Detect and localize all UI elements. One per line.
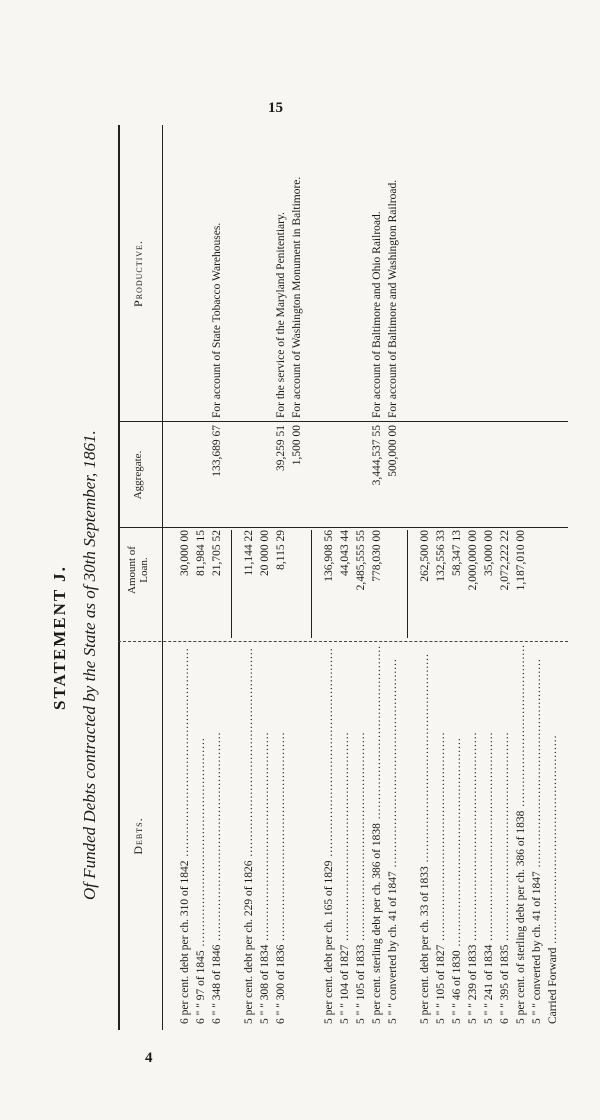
cell-productive xyxy=(258,128,272,418)
cell-debt: 5 " " 239 of 1833 ..... xyxy=(466,644,480,1024)
cell-debt: 6 per cent. debt per ch. 310 of 1842 ..... xyxy=(178,644,192,1024)
cell-productive xyxy=(530,128,544,418)
cell-productive xyxy=(514,128,528,418)
cell-debt: 5 per cent. debt per ch. 229 of 1826 ..... xyxy=(242,644,256,1024)
rotated-table-stage xyxy=(50,120,570,1030)
statement-title: STATEMENT J. xyxy=(50,565,69,710)
cell-productive xyxy=(498,128,512,418)
cell-amount: 35,000 00 xyxy=(483,530,495,576)
cell-aggregate: 39,259 51 xyxy=(275,425,287,471)
cell-productive xyxy=(450,128,464,418)
cell-amount: 30,000 00 xyxy=(179,530,191,576)
cell-productive xyxy=(466,128,480,418)
cell-aggregate xyxy=(466,425,480,525)
page-number-top: 15 xyxy=(268,100,283,116)
header-amount: Amount of Loan. xyxy=(126,546,150,594)
cell-debt: 5 " " converted by ch. 41 of 1847 ..... xyxy=(530,644,544,1024)
cell-amount: 58,347 13 xyxy=(451,530,463,576)
cell-aggregate xyxy=(450,425,464,525)
cell-productive xyxy=(434,128,448,418)
group-separator xyxy=(407,530,408,638)
cell-aggregate: 500,000 00 xyxy=(387,425,399,477)
cell-amount: 2,000,000 00 xyxy=(467,530,479,591)
header-debts: Debts. xyxy=(131,817,145,855)
cell-productive xyxy=(178,128,192,418)
cell-productive: For account of Baltimore and Washington Railroad. xyxy=(387,179,399,418)
cell-productive xyxy=(354,128,368,418)
cell-aggregate xyxy=(258,425,272,525)
header-bottom-rule xyxy=(162,125,163,1030)
cell-aggregate xyxy=(418,425,432,525)
cell-debt: 5 per cent. debt per ch. 165 of 1829 ..... xyxy=(322,644,336,1024)
cell-aggregate xyxy=(194,425,208,525)
cell-aggregate xyxy=(546,425,560,525)
cell-aggregate: 133,689 67 xyxy=(211,425,223,477)
cell-amount: 132,556 33 xyxy=(435,530,447,582)
cell-aggregate xyxy=(514,425,528,525)
cell-debt: 5 " " converted by ch. 41 of 1847 ..... xyxy=(386,644,400,1024)
cell-debt: 5 per cent. sterling debt per ch. 386 of 1838 ..... xyxy=(370,644,384,1024)
cell-aggregate xyxy=(178,425,192,525)
cell-debt: 6 " " 348 of 1846 ..... xyxy=(210,644,224,1024)
cell-amount xyxy=(546,530,560,638)
cell-amount: 20 000 00 xyxy=(259,530,271,576)
aggregate-column-divider xyxy=(118,421,568,422)
cell-debt: 5 per cent. of sterling debt per ch. 386 of 1838 ..... xyxy=(514,644,528,1024)
cell-debt: 5 " " 105 of 1833 ..... xyxy=(354,644,368,1024)
cell-aggregate xyxy=(322,425,336,525)
cell-amount: 2,072,222 22 xyxy=(499,530,511,591)
cell-productive xyxy=(546,128,560,418)
cell-debt: 5 " " 46 of 1830 ..... xyxy=(450,644,464,1024)
cell-productive xyxy=(322,128,336,418)
cell-productive: For account of Washington Monument in Baltimore. xyxy=(291,176,303,418)
cell-productive: For account of Baltimore and Ohio Railroad. xyxy=(371,211,383,418)
cell-amount: 44,043 44 xyxy=(339,530,351,576)
cell-debt: 5 per cent. debt per ch. 33 of 1833 ..... xyxy=(418,644,432,1024)
cell-productive: For the service of the Maryland Penitentiary. xyxy=(275,212,287,418)
cell-amount: 11,144 22 xyxy=(243,530,255,576)
cell-debt: 6 " " 395 of 1835 ..... xyxy=(498,644,512,1024)
header-aggregate: Aggregate. xyxy=(132,450,144,500)
cell-amount: 262,500 00 xyxy=(419,530,431,582)
cell-aggregate xyxy=(498,425,512,525)
cell-amount xyxy=(386,530,400,638)
cell-productive xyxy=(242,128,256,418)
cell-productive xyxy=(482,128,496,418)
cell-productive xyxy=(418,128,432,418)
cell-aggregate xyxy=(434,425,448,525)
cell-debt: 6 " " 97 of 1845 ..... xyxy=(194,644,208,1024)
cell-amount: 1,187,010 00 xyxy=(515,530,527,591)
cell-aggregate: 3,444,537 55 xyxy=(371,425,383,486)
cell-amount: 778,030 00 xyxy=(371,530,383,582)
statement-subtitle: Of Funded Debts contracted by the State as of 30th September, 1861. xyxy=(80,430,99,900)
cell-amount: 81,984 15 xyxy=(195,530,207,576)
table-top-rule xyxy=(118,125,120,1030)
cell-debt: 5 " " 308 of 1834 ..... xyxy=(258,644,272,1024)
cell-aggregate xyxy=(482,425,496,525)
page-number-bottom: 4 xyxy=(145,1050,153,1066)
cell-productive: For account of State Tobacco Warehouses. xyxy=(211,222,223,418)
cell-productive xyxy=(338,128,352,418)
cell-aggregate xyxy=(530,425,544,525)
cell-amount xyxy=(530,530,544,638)
cell-debt: 5 " " 241 of 1834 ..... xyxy=(482,644,496,1024)
cell-debt: Carried Forward ..... xyxy=(546,644,560,1024)
cell-productive xyxy=(194,128,208,418)
cell-debt: 6 " " 300 of 1836 ..... xyxy=(274,644,288,1024)
cell-amount: 2,485,555 55 xyxy=(355,530,367,591)
cell-debt: 5 " " 105 of 1827 ..... xyxy=(434,644,448,1024)
cell-amount: 136,908 56 xyxy=(323,530,335,582)
cell-debt: 5 " " 104 of 1827 ..... xyxy=(338,644,352,1024)
cell-aggregate xyxy=(354,425,368,525)
cell-aggregate: 1,500 00 xyxy=(291,425,303,466)
cell-aggregate xyxy=(338,425,352,525)
cell-amount: 8,115 29 xyxy=(275,530,287,570)
header-productive: Productive. xyxy=(131,240,145,307)
amount-column-divider xyxy=(118,527,568,528)
group-separator xyxy=(231,530,232,638)
cell-aggregate xyxy=(242,425,256,525)
cell-amount xyxy=(290,530,304,638)
group-separator xyxy=(311,530,312,638)
cell-amount: 21,705 52 xyxy=(211,530,223,576)
debts-column-divider xyxy=(118,641,568,642)
